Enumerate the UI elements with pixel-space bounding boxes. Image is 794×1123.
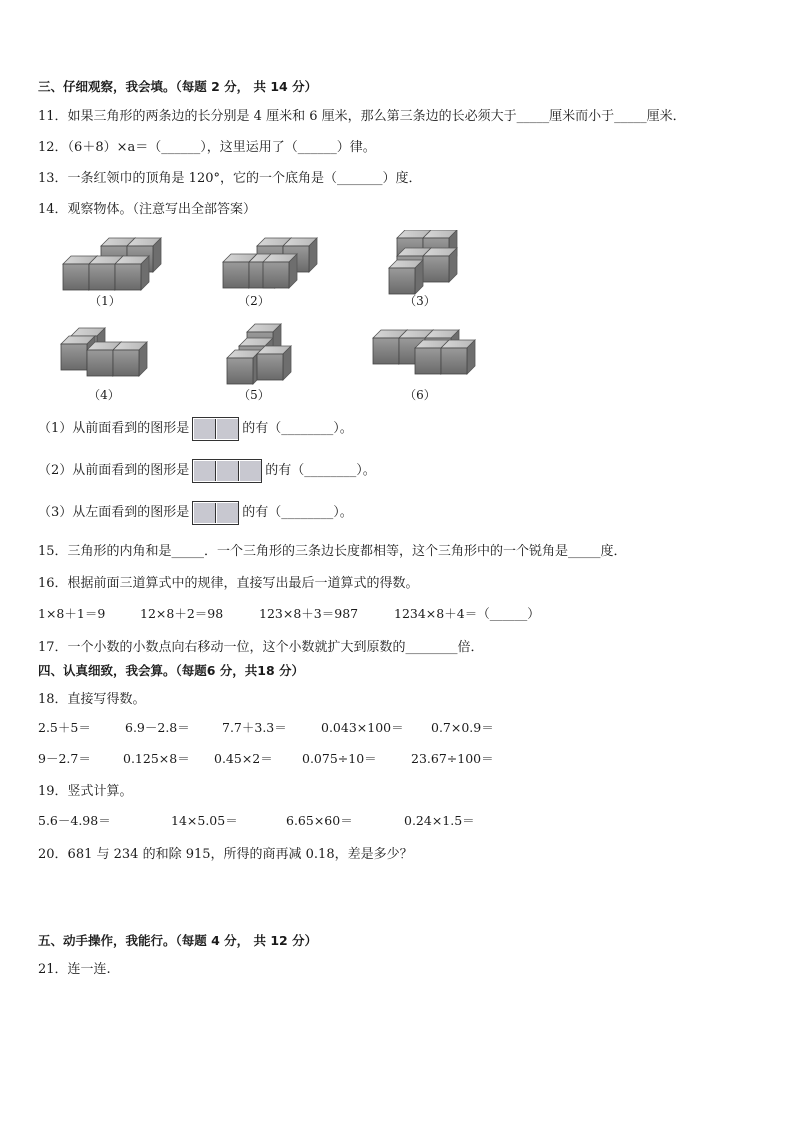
sub-2-suffix: 的有（________）。: [265, 463, 376, 478]
figure-2-label: （2）: [238, 294, 270, 308]
calc-item: 2.5＋5＝: [38, 720, 91, 735]
two-square-shape: [192, 417, 239, 441]
sub-3-prefix: （3）从左面看到的图形是: [38, 505, 190, 520]
q16-equation-4: 1234×8＋4＝（______）: [394, 606, 540, 621]
figure-2: [223, 238, 317, 288]
calc-item: 23.67÷100＝: [411, 751, 494, 766]
section-4-header: 四、认真细致，我会算。（每题6 分，共18 分）: [38, 663, 305, 678]
question-11: 11．如果三角形的两条边的长分别是 4 厘米和 6 厘米，那么第三条边的长必须大于_____厘米而小于_____厘米．: [38, 109, 686, 124]
two-square-shape-left: [192, 501, 239, 525]
question-18: 18．直接写得数。: [38, 692, 146, 707]
calc-item: 6.65×60＝: [286, 813, 353, 828]
sub-question-3: [38, 500, 353, 526]
question-13: 13．一条红领巾的顶角是 120°，它的一个底角是（_______）度．: [38, 171, 422, 186]
three-square-shape: [192, 459, 262, 483]
question-21: 21．连一连.: [38, 962, 111, 977]
calc-item: 9－2.7＝: [38, 751, 91, 766]
sub-2-prefix: （2）从前面看到的图形是: [38, 463, 190, 478]
calc-item: 0.125×8＝: [123, 751, 190, 766]
calc-item: 0.45×2＝: [214, 751, 273, 766]
sub-question-2: [38, 458, 376, 484]
calc-item: 0.24×1.5＝: [404, 813, 475, 828]
figure-1-label: （1）: [89, 294, 121, 308]
calc-item: 14×5.05＝: [171, 813, 238, 828]
calc-item: 0.043×100＝: [321, 720, 404, 735]
q16-equation-2: 12×8＋2＝98: [140, 606, 224, 621]
calc-item: 6.9－2.8＝: [125, 720, 190, 735]
calc-item: 7.7＋3.3＝: [222, 720, 287, 735]
figure-3-label: （3）: [404, 294, 436, 308]
question-19: 19．竖式计算。: [38, 784, 133, 799]
figure-6-label: （6）: [404, 388, 436, 402]
q16-equation-1: 1×8＋1＝9: [38, 606, 106, 621]
figure-1: [63, 238, 161, 290]
question-12: 12．（6＋8）×a＝（______），这里运用了（______）律。: [38, 140, 376, 155]
figure-4-label: （4）: [88, 388, 120, 402]
figure-6: [373, 330, 475, 374]
sub-question-1: [38, 416, 353, 442]
calc-item: 5.6－4.98＝: [38, 813, 111, 828]
sub-3-suffix: 的有（________）。: [242, 505, 353, 520]
calc-item: 0.075÷10＝: [302, 751, 377, 766]
section-5-header: 五、动手操作，我能行。（每题 4 分， 共 12 分）: [38, 933, 318, 948]
figure-3: [389, 230, 457, 294]
question-17: 17．一个小数的小数点向右移动一位，这个小数就扩大到原数的________倍．: [38, 640, 484, 655]
calc-item: 0.7×0.9＝: [431, 720, 494, 735]
sub-1-prefix: （1）从前面看到的图形是: [38, 421, 190, 436]
figure-4: [61, 328, 147, 376]
q16-equation-3: 123×8＋3＝987: [259, 606, 359, 621]
question-16: 16．根据前面三道算式中的规律，直接写出最后一道算式的得数。: [38, 576, 419, 591]
question-14: 14．观察物体。（注意写出全部答案）: [38, 202, 257, 217]
question-15: 15．三角形的内角和是_____．一个三角形的三条边长度都相等，这个三角形中的一个锐角是_____度．: [38, 544, 627, 559]
question-20: 20．681 与 234 的和除 915，所得的商再减 0.18，差是多少？: [38, 847, 413, 862]
section-3-header: 三、仔细观察，我会填。（每题 2 分， 共 14 分）: [38, 79, 318, 94]
figure-5-label: （5）: [238, 388, 270, 402]
sub-1-suffix: 的有（________）。: [242, 421, 353, 436]
cube-figures: [55, 230, 485, 410]
figure-5: [227, 324, 291, 384]
